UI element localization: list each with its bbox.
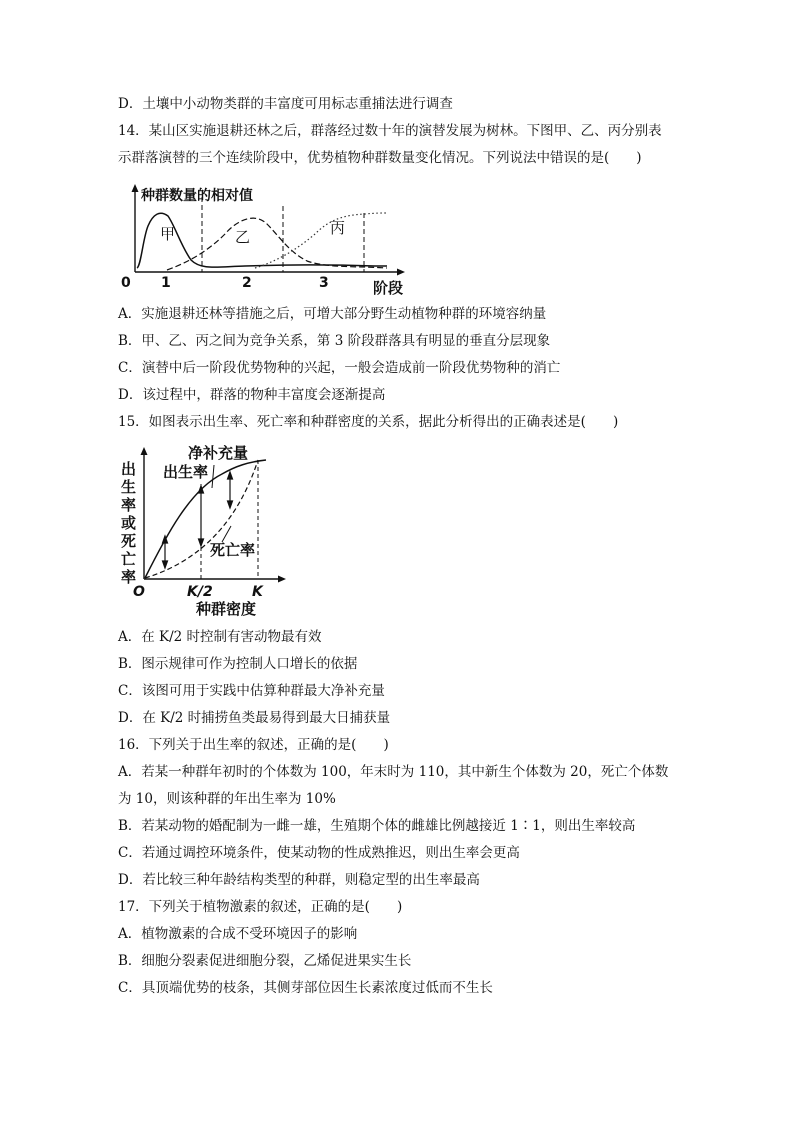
- q15-option-a: A．在 K/2 时控制有害动物最有效: [118, 629, 322, 645]
- q15-tick-k: K: [252, 584, 263, 600]
- q14-curve-bing: [255, 213, 387, 268]
- q14-x-arrow: [397, 269, 405, 276]
- q16-option-a-line2: 为 10，则该种群的年出生率为 10%: [118, 791, 336, 807]
- q15-fig-xlabel: 种群密度: [196, 600, 257, 618]
- q16-option-d: D．若比较三种年龄结构类型的种群，则稳定型的出生率最高: [118, 872, 480, 888]
- q14-fig-ylabel: 种群数量的相对值: [141, 188, 253, 204]
- q14-tick-3: 3: [319, 275, 329, 291]
- q15-tick-k-half: K/2: [187, 584, 213, 600]
- q15-net-arrow-2-head-bottom: [199, 539, 204, 546]
- q15-option-d: D．在 K/2 时捕捞鱼类最易得到最大日捕获量: [118, 710, 391, 726]
- q15-net-arrow-3-head-top: [228, 472, 233, 479]
- q15-ylabel-char-1: 出: [121, 460, 137, 478]
- q16-stem: 16．下列关于出生率的叙述，正确的是( ): [118, 737, 389, 753]
- q14-stem-line1: 14．某山区实施退耕还林之后，群落经过数十年的演替发展为树林。下图甲、乙、丙分别表: [118, 123, 662, 139]
- q15-stem: 15．如图表示出生率、死亡率和种群密度的关系，据此分析得出的正确表述是( ): [118, 414, 619, 430]
- q15-ylabel-char-3: 率: [121, 496, 137, 514]
- q15-origin-label: O: [133, 584, 145, 600]
- q14-y-arrow: [132, 184, 139, 192]
- q14-option-c: C．演替中后一阶段优势物种的兴起，一般会造成前一阶段优势物种的消亡: [118, 360, 561, 376]
- q14-fig-xlabel: 阶段: [373, 279, 404, 297]
- q13-option-d: D．土壤中小动物类群的丰富度可用标志重捕法进行调查: [118, 96, 453, 112]
- q15-figure: [118, 440, 290, 620]
- q15-option-c: C．该图可用于实践中估算种群最大净补充量: [118, 683, 385, 699]
- q16-option-a-line1: A．若某一种群年初时的个体数为 100，年末时为 110，其中新生个体数为 20，死亡个体数: [118, 764, 669, 780]
- q15-net-arrow-1-head-bottom: [163, 561, 168, 568]
- q15-label-net: 净补充量: [188, 444, 249, 462]
- q15-net-arrow-3-head-bottom: [228, 501, 233, 508]
- q15-y-arrow: [141, 447, 148, 455]
- q17-option-c: C．具顶端优势的枝条，其侧芽部位因生长素浓度过低而不生长: [118, 980, 493, 996]
- q15-ylabel-char-2: 生: [121, 478, 137, 496]
- q14-option-d: D．该过程中，群落的物种丰富度会逐渐提高: [118, 387, 386, 403]
- q17-option-b: B．细胞分裂素促进细胞分裂，乙烯促进果实生长: [118, 953, 412, 969]
- q16-option-b: B．若某动物的婚配制为一雌一雄，生殖期个体的雌雄比例越接近 1∶1，则出生率较高: [118, 818, 636, 834]
- q15-label-death: 死亡率: [210, 541, 256, 559]
- q14-tick-2: 2: [242, 275, 252, 291]
- q15-x-arrow: [278, 576, 286, 583]
- q14-figure: [115, 180, 415, 298]
- q14-origin-label: 0: [121, 275, 131, 291]
- q15-option-b: B．图示规律可作为控制人口增长的依据: [118, 656, 358, 672]
- q17-stem: 17．下列关于植物激素的叙述，正确的是( ): [118, 899, 403, 915]
- q14-label-jia: 甲: [160, 225, 176, 243]
- q14-label-yi: 乙: [235, 228, 251, 246]
- q16-option-c: C．若通过调控环境条件，使某动物的性成熟推迟，则出生率会更高: [118, 845, 520, 861]
- q15-death-label-pointer: [222, 526, 231, 542]
- q15-fig-ylabel: [121, 460, 136, 586]
- q14-stem-line2: 示群落演替的三个连续阶段中，优势植物种群数量变化情况。下列说法中错误的是( ): [118, 150, 642, 166]
- q14-tick-1: 1: [161, 275, 171, 291]
- q15-ylabel-char-4: 或: [121, 514, 137, 532]
- q15-net-label-pointer: [212, 465, 214, 488]
- q14-label-bing: 丙: [330, 219, 346, 237]
- q17-option-a: A．植物激素的合成不受环境因子的影响: [118, 926, 358, 942]
- q14-option-a: A．实施退耕还林等措施之后，可增大部分野生动植物种群的环境容纳量: [118, 306, 547, 322]
- q14-option-b: B．甲、乙、丙之间为竞争关系，第 3 阶段群落具有明显的垂直分层现象: [118, 333, 551, 349]
- q15-label-birth: 出生率: [163, 463, 209, 481]
- q15-ylabel-char-7: 率: [121, 568, 137, 586]
- q14-curve-yi: [167, 218, 387, 270]
- q15-ylabel-char-5: 死: [121, 532, 137, 550]
- q15-ylabel-char-6: 亡: [121, 550, 137, 568]
